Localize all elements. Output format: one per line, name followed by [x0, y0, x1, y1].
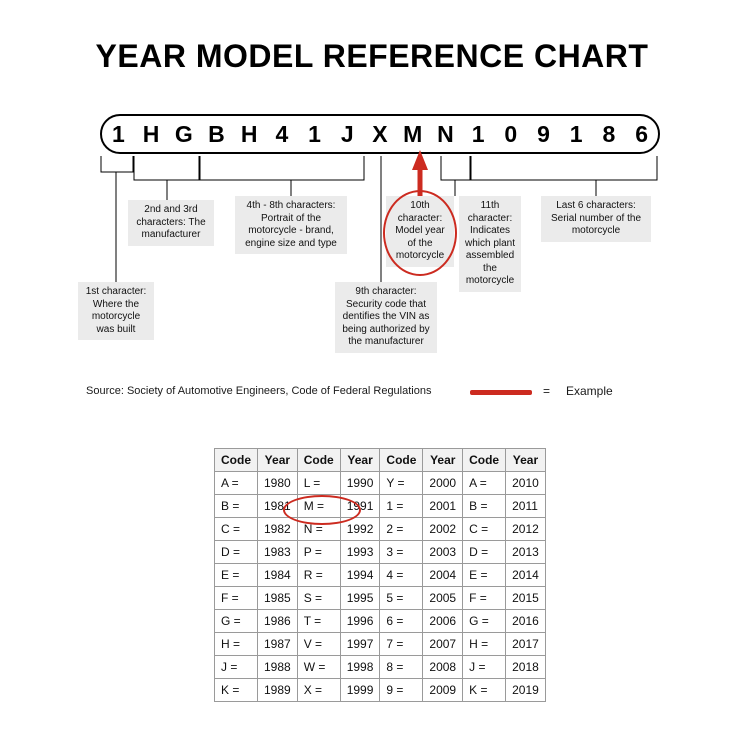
code-cell: A =	[463, 472, 506, 495]
vin-character: 4	[275, 120, 289, 147]
year-cell: 2016	[506, 610, 546, 633]
table-row	[215, 587, 546, 610]
code-cell: P =	[297, 541, 340, 564]
year-cell: 2011	[506, 495, 546, 518]
code-cell: V =	[297, 633, 340, 656]
code-cell-highlighted: M =	[297, 495, 340, 518]
code-cell: 8 =	[380, 656, 423, 679]
vin-character: 0	[504, 120, 518, 147]
year-cell: 1988	[258, 656, 298, 679]
column-header: Code	[380, 449, 423, 472]
year-cell: 2000	[423, 472, 463, 495]
year-cell: 2009	[423, 679, 463, 702]
year-cell: 1980	[258, 472, 298, 495]
year-cell: 1981	[258, 495, 298, 518]
table-row	[215, 541, 546, 564]
code-cell: F =	[215, 587, 258, 610]
code-cell: H =	[215, 633, 258, 656]
callout-last-6-characters: Last 6 characters: Serial number of the motorcycle	[541, 196, 651, 242]
vin-character: N	[437, 120, 454, 147]
code-cell: S =	[297, 587, 340, 610]
code-cell: H =	[463, 633, 506, 656]
vin-character: 8	[602, 120, 616, 147]
code-cell: R =	[297, 564, 340, 587]
year-code-table	[214, 448, 546, 702]
year-cell: 1993	[340, 541, 380, 564]
year-cell: 2010	[506, 472, 546, 495]
year-cell: 2015	[506, 587, 546, 610]
table-row	[215, 633, 546, 656]
code-cell: 9 =	[380, 679, 423, 702]
code-cell: B =	[463, 495, 506, 518]
callout-2nd-3rd-characters: 2nd and 3rd characters: The manufacturer	[128, 200, 214, 246]
year-cell: 2004	[423, 564, 463, 587]
year-cell: 1996	[340, 610, 380, 633]
year-cell: 2007	[423, 633, 463, 656]
vin-character-highlighted: M	[403, 120, 423, 147]
callout-9th-character: 9th character: Security code that dentifies the VIN as being authorized by the manufacturer	[335, 282, 437, 353]
highlight-ellipse-10th-character	[383, 190, 457, 276]
year-cell: 2005	[423, 587, 463, 610]
vin-character: J	[340, 120, 354, 147]
code-cell: C =	[215, 518, 258, 541]
callout-4th-8th-characters: 4th - 8th characters: Portrait of the motorcycle - brand, engine size and type	[235, 196, 347, 254]
legend-label: Example	[566, 384, 613, 398]
year-cell: 2001	[423, 495, 463, 518]
code-cell: 4 =	[380, 564, 423, 587]
vin-character: B	[208, 120, 225, 147]
year-cell: 2019	[506, 679, 546, 702]
code-cell: 3 =	[380, 541, 423, 564]
vin-character: 6	[635, 120, 648, 147]
year-cell-highlighted: 1991	[340, 495, 380, 518]
year-cell: 2002	[423, 518, 463, 541]
year-cell: 1998	[340, 656, 380, 679]
callout-10th-character: 10th character: Model year of the motorcycle	[386, 196, 454, 267]
table-row	[215, 656, 546, 679]
year-cell: 1990	[340, 472, 380, 495]
source-text: Source: Society of Automotive Engineers, Code of Federal Regulations	[86, 385, 432, 397]
code-cell: 6 =	[380, 610, 423, 633]
code-cell: D =	[215, 541, 258, 564]
year-cell: 2006	[423, 610, 463, 633]
table-header-row	[215, 449, 546, 472]
year-cell: 2017	[506, 633, 546, 656]
code-cell: Y =	[380, 472, 423, 495]
year-cell: 1989	[258, 679, 298, 702]
year-cell: 1986	[258, 610, 298, 633]
code-cell: 7 =	[380, 633, 423, 656]
vin-character: 1	[111, 120, 125, 147]
year-cell: 1982	[258, 518, 298, 541]
year-cell: 2003	[423, 541, 463, 564]
code-cell: K =	[463, 679, 506, 702]
code-cell: X =	[297, 679, 340, 702]
table-row	[215, 679, 546, 702]
code-cell: W =	[297, 656, 340, 679]
code-cell: J =	[463, 656, 506, 679]
code-cell: T =	[297, 610, 340, 633]
table-row	[215, 564, 546, 587]
code-cell: 1 =	[380, 495, 423, 518]
year-cell: 1984	[258, 564, 298, 587]
vin-character: G	[174, 120, 193, 147]
column-header: Year	[506, 449, 546, 472]
code-cell: L =	[297, 472, 340, 495]
code-cell: C =	[463, 518, 506, 541]
code-cell: G =	[463, 610, 506, 633]
code-cell: K =	[215, 679, 258, 702]
vin-character: H	[142, 120, 160, 147]
callout-1st-character: 1st character: Where the motorcycle was built	[78, 282, 154, 340]
vin-character: 9	[537, 120, 550, 147]
vin-character: 1	[308, 120, 321, 147]
year-cell: 2008	[423, 656, 463, 679]
code-cell: 2 =	[380, 518, 423, 541]
page-title: YEAR MODEL REFERENCE CHART	[95, 38, 649, 74]
code-cell: E =	[463, 564, 506, 587]
legend-equals-sign: =	[543, 384, 551, 398]
year-cell: 1983	[258, 541, 298, 564]
code-cell: F =	[463, 587, 506, 610]
year-cell: 2018	[506, 656, 546, 679]
vin-character: X	[372, 120, 388, 147]
table-row	[215, 495, 546, 518]
vin-character: 1	[471, 120, 485, 147]
code-cell: 5 =	[380, 587, 423, 610]
year-cell: 1987	[258, 633, 298, 656]
column-header: Code	[463, 449, 506, 472]
column-header: Code	[297, 449, 340, 472]
code-cell: B =	[215, 495, 258, 518]
code-cell: A =	[215, 472, 258, 495]
code-cell: J =	[215, 656, 258, 679]
year-cell: 2013	[506, 541, 546, 564]
legend-red-line-icon	[470, 390, 532, 395]
table-row	[215, 610, 546, 633]
year-cell: 1997	[340, 633, 380, 656]
code-cell: N =	[297, 518, 340, 541]
vin-character: 1	[569, 120, 583, 147]
year-cell: 2012	[506, 518, 546, 541]
code-cell: E =	[215, 564, 258, 587]
column-header: Year	[423, 449, 463, 472]
callout-11th-character: 11th character: Indicates which plant assembled the motorcycle	[459, 196, 521, 292]
column-header: Code	[215, 449, 258, 472]
code-cell: G =	[215, 610, 258, 633]
year-cell: 2014	[506, 564, 546, 587]
column-header: Year	[258, 449, 298, 472]
year-cell: 1985	[258, 587, 298, 610]
year-cell: 1992	[340, 518, 380, 541]
table-row	[215, 472, 546, 495]
vin-character: H	[240, 120, 258, 147]
table-row	[215, 518, 546, 541]
column-header: Year	[340, 449, 380, 472]
code-cell: D =	[463, 541, 506, 564]
year-cell: 1995	[340, 587, 380, 610]
vin-number-box	[100, 114, 660, 154]
year-cell: 1999	[340, 679, 380, 702]
year-cell: 1994	[340, 564, 380, 587]
